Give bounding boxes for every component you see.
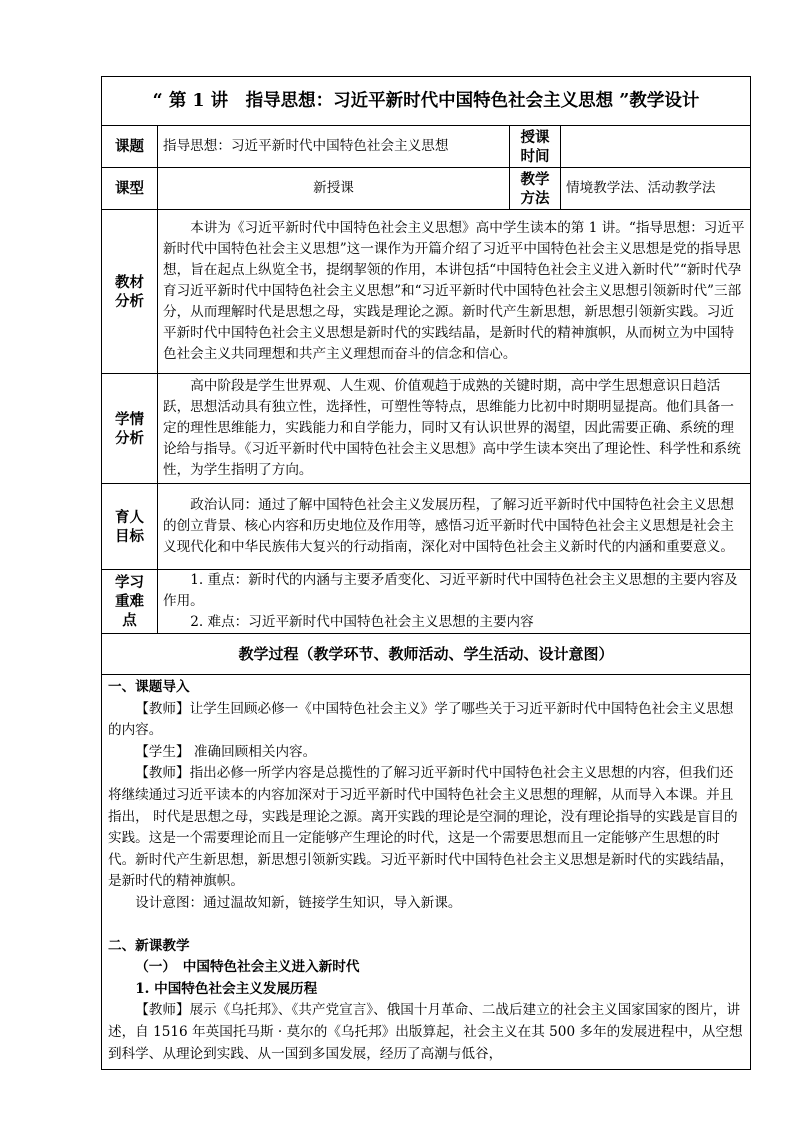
process-paragraph-1: 【教师】让学生回顾必修一《中国特色社会主义》学了哪些关于习近平新时代中国特色社会主义思想的内容。 (108, 700, 734, 739)
design-intent: 设计意图：通过温故知新，链接学生知识，导入新课。 (135, 894, 462, 911)
time-value (561, 126, 751, 168)
method-label: 教学 方法 (510, 168, 561, 210)
process-paragraph-5: 【教师】展示《乌托邦》、《共产党宣言》、俄国十月革命、二战后建立的社会主义国家国家的图片，讲述，自 1516 年英国托马斯 · 莫尔的《乌托邦》出版算起，社会主义在其 500 多年的发展进程中，从空想到科学、从理论到实践、从一国到多国发展，经历了高潮与低谷， (108, 1002, 743, 1062)
type-label: 课型 (102, 168, 158, 210)
keypoint-2: 2. 难点：习近平新时代中国特色社会主义思想的主要内容 (190, 614, 534, 630)
analysis-row (102, 210, 751, 374)
goals-label: 育人 目标 (102, 484, 158, 570)
topic-label: 课题 (102, 126, 158, 168)
process-body (102, 675, 751, 1070)
keypoint-1: 1. 重点：新时代的内涵与主要矛盾变化、习近平新时代中国特色社会主义思想的主要内容及作用。 (163, 572, 738, 609)
analysis-label: 教材 分析 (102, 210, 158, 374)
time-label: 授课 时间 (510, 126, 561, 168)
section-1-title: 一、课题导入 (108, 679, 190, 695)
title-row (102, 77, 751, 126)
section-2-title: 二、新课教学 (108, 937, 190, 954)
process-body-row (102, 675, 751, 1070)
topic-row (102, 126, 751, 168)
analysis-text: 本讲为《习近平新时代中国特色社会主义思想》高中学生读本的第 1 讲。“指导思想：习近平新时代中国特色社会主义思想”这一课作为开篇介绍了习近平中国特色社会主义思想是党的指导思想，旨在起点上纵览全书，提纲挈领的作用，本讲包括“中国特色社会主义进入新时代”“新时代孕育习近平新时代中国特色社会主义思想”和“习近平新时代中国特色社会主义思想引领新时代”三部分，从而理解时代是思想之母，实践是理论之源。新时代产生新思想，新思想引领新实践。习近平新时代中国特色社会主义思想是新时代的实践结晶，是新时代的精神旗帜，从而树立为中国特色社会主义共同理想和共产主义理想而奋斗的信念和信心。 (163, 220, 745, 362)
goals-row (102, 484, 751, 570)
method-value: 情境教学法、活动教学法 (561, 168, 751, 210)
subsection-title: （一） 中国特色社会主义进入新时代 (135, 959, 360, 976)
process-paragraph-3: 【教师】指出必修一所学内容是总揽性的了解习近平新时代中国特色社会主义思想的内容，但我们还将继续通过习近平读本的内容加深对于习近平新时代中国特色社会主义思想的理解，从而导入本课。并且指出， 时代是思想之母，实践是理论之源。离开实践的理论是空洞的理论，没有理论指导的实践是盲目的实践。这是一个需要理论而且一定能够产生理论的时代，这是一个需要思想而且一定能够产生思想的时代。新时代产生新思想，新思想引领新实践。习近平新时代中国特色社会主义思想是新时代的实践结晶，是新时代的精神旗帜。 (108, 765, 738, 890)
lesson-plan-table (101, 76, 751, 1070)
process-heading-row (102, 634, 751, 675)
keypoints-row (102, 570, 751, 634)
topic-value: 指导思想：习近平新时代中国特色社会主义思想 (158, 126, 510, 168)
process-paragraph-2: 【学生】 准确回顾相关内容。 (135, 743, 317, 760)
type-value: 新授课 (158, 168, 510, 210)
students-row (102, 374, 751, 484)
document-title: “ 第 1 讲 指导思想：习近平新时代中国特色社会主义思想 ”教学设计 (102, 77, 751, 126)
spacer (108, 915, 744, 936)
subsubsection-title: 1. 中国特色社会主义发展历程 (135, 980, 318, 997)
keypoints-label: 学习 重难 点 (102, 570, 158, 634)
students-text: 高中阶段是学生世界观、人生观、价值观趋于成熟的关键时期，高中学生思想意识日趋活跃，思想活动具有独立性，选择性，可塑性等特点，思维能力比初中时期明显提高。他们具备一定的理性思维能力，实践能力和自学能力，同时又有认识世界的渴望，因此需要正确、系统的理论给与指导。《习近平新时代中国特色社会主义思想》高中学生读本突出了理论性、科学性和系统性，为学生指明了方向。 (163, 378, 741, 478)
type-row (102, 168, 751, 210)
goals-text: 政治认同：通过了解中国特色社会主义发展历程，了解习近平新时代中国特色社会主义思想的创立背景、核心内容和历史地位及作用等，感悟习近平新时代中国特色社会主义思想是社会主义现代化和中华民族伟大复兴的行动指南，深化对中国特色社会主义新时代的内涵和重要意义。 (163, 497, 734, 555)
students-label: 学情 分析 (102, 374, 158, 484)
process-heading: 教学过程（教学环节、教师活动、学生活动、设计意图） (102, 634, 751, 675)
